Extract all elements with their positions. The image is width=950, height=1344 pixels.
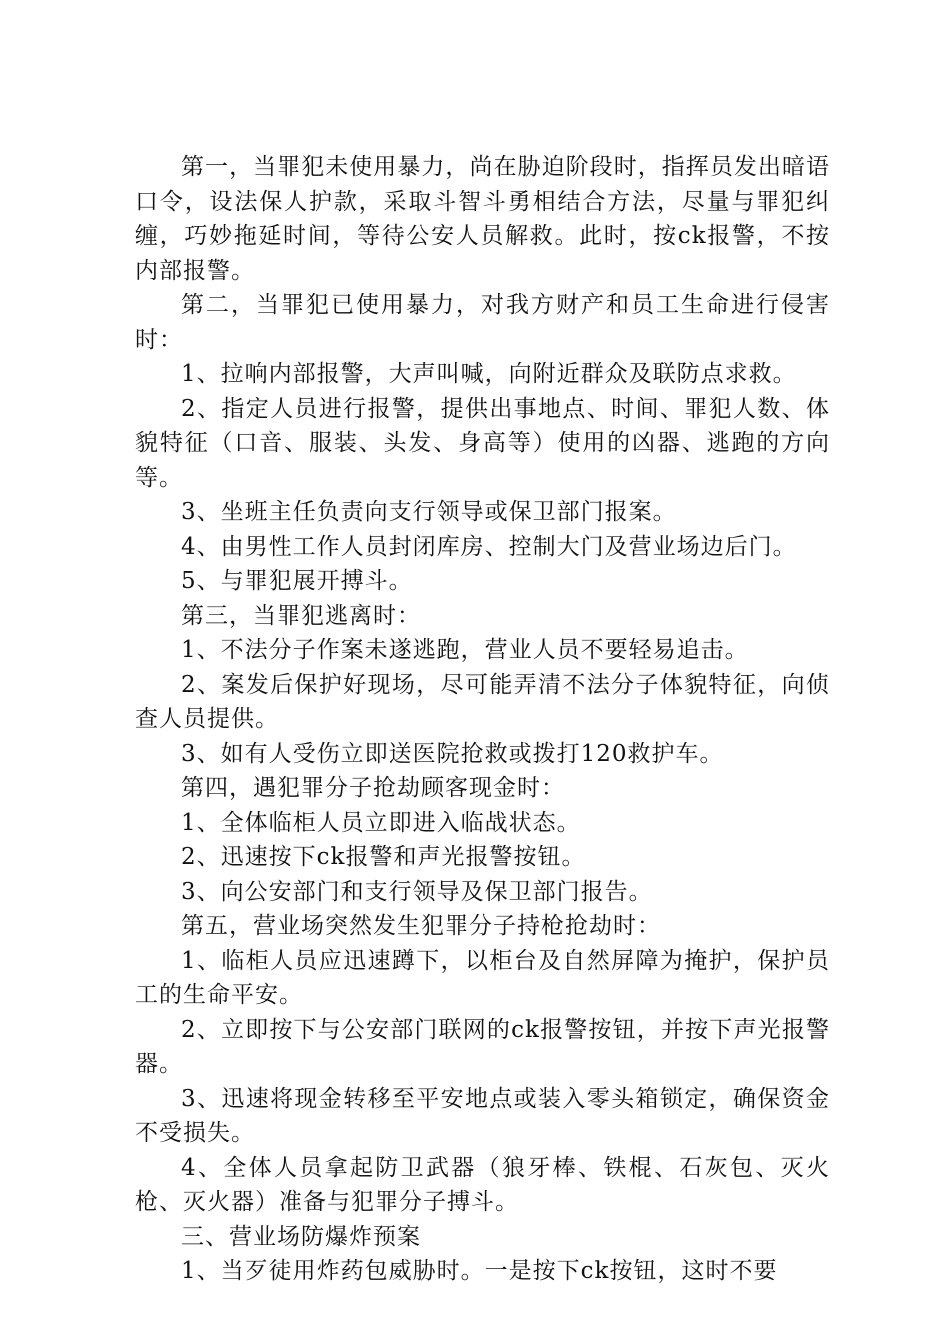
paragraph-1: 第一，当罪犯未使用暴力，尚在胁迫阶段时，指挥员发出暗语口令，设法保人护款，采取斗智斗勇相结合方法，尽量与罪犯纠缠，巧妙拖延时间，等待公安人员解救。此时，按ck报警，不按内部报警。 (135, 154, 830, 284)
paragraph-16: 第五，营业场突然发生犯罪分子持枪抢劫时： (181, 913, 661, 939)
document-body (135, 150, 830, 1289)
paragraph-4: 2、指定人员进行报警，提供出事地点、时间、罪犯人数、体貌特征（口音、服装、头发、身高等）使用的凶器、逃跑的方向等。 (135, 395, 830, 491)
section-heading: 三、营业场防爆炸预案 (181, 1223, 421, 1250)
paragraph-7: 5、与罪犯展开搏斗。 (181, 568, 413, 594)
paragraph-20: 4、全体人员拿起防卫武器（狼牙棒、铁棍、石灰包、灭火枪、灭火器）准备与犯罪分子搏斗。 (135, 1154, 830, 1215)
paragraph-22: 1、当歹徒用炸药包威胁时。一是按下ck按钮，这时不要 (181, 1258, 778, 1284)
paragraph-3: 1、拉响内部报警，大声叫喊，向附近群众及联防点求救。 (181, 361, 797, 387)
paragraph-9: 1、不法分子作案未遂逃跑，营业人员不要轻易追击。 (181, 637, 749, 663)
paragraph-14: 2、迅速按下ck报警和声光报警按钮。 (181, 844, 586, 870)
paragraph-6: 4、由男性工作人员封闭库房、控制大门及营业场边后门。 (181, 533, 797, 560)
paragraph-12: 第四，遇犯罪分子抢劫顾客现金时： (181, 775, 565, 801)
paragraph-13: 1、全体临柜人员立即进入临战状态。 (181, 809, 581, 836)
paragraph-11: 3、如有人受伤立即送医院抢救或拨打120救护车。 (181, 740, 724, 767)
paragraph-15: 3、向公安部门和支行领导及保卫部门报告。 (181, 878, 653, 905)
paragraph-10: 2、案发后保护好现场，尽可能弄清不法分子体貌特征，向侦查人员提供。 (135, 671, 830, 732)
paragraph-8: 第三，当罪犯逃离时： (181, 602, 421, 629)
paragraph-18: 2、立即按下与公安部门联网的ck报警按钮，并按下声光报警器。 (135, 1016, 830, 1077)
paragraph-2: 第二，当罪犯已使用暴力，对我方财产和员工生命进行侵害时： (135, 292, 830, 353)
paragraph-17: 1、临柜人员应迅速蹲下，以柜台及自然屏障为掩护，保护员工的生命平安。 (135, 947, 830, 1008)
paragraph-5: 3、坐班主任负责向支行领导或保卫部门报案。 (181, 499, 677, 525)
paragraph-19: 3、迅速将现金转移至平安地点或装入零头箱锁定，确保资金不受损失。 (135, 1085, 830, 1146)
